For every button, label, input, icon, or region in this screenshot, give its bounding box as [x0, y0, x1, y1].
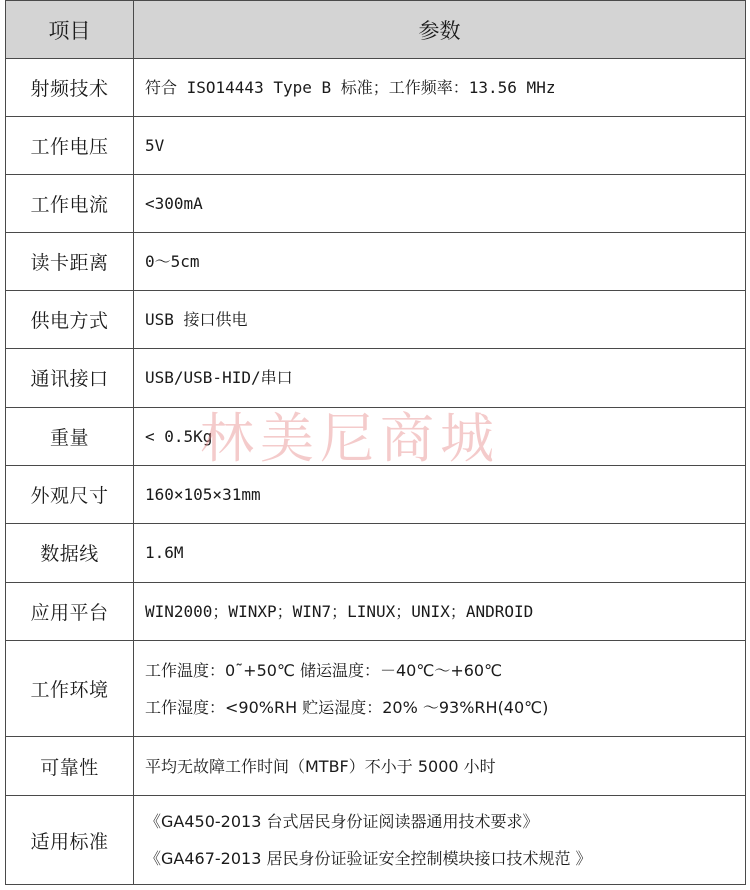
param-line: 1.6M — [145, 543, 184, 563]
param-value — [134, 465, 746, 523]
param-value — [134, 290, 746, 348]
table-row — [6, 348, 746, 407]
param-value — [134, 232, 746, 290]
table-header-row — [6, 1, 746, 59]
param-value — [134, 737, 746, 796]
param-line: 工作湿度：<90%RH 贮运湿度：20% ～93%RH(40℃) — [145, 697, 549, 717]
spec-table — [5, 0, 746, 885]
param-line: 5V — [145, 135, 165, 155]
table-row — [6, 290, 746, 348]
param-value — [134, 523, 746, 582]
table-row — [6, 640, 746, 737]
table-row — [6, 796, 746, 885]
param-value — [134, 59, 746, 117]
param-value — [134, 174, 746, 232]
param-line: < 0.5Kg — [145, 426, 213, 446]
item-label: 可靠性 — [6, 737, 134, 796]
table-row — [6, 59, 746, 117]
param-value — [134, 796, 746, 885]
item-label: 工作电压 — [6, 116, 134, 174]
param-line: 《GA467-2013 居民身份证验证安全控制模块接口技术规范 》 — [145, 849, 592, 869]
item-label: 读卡距离 — [6, 232, 134, 290]
param-line: 符合 ISO14443 Type B 标准；工作频率：13.56 MHz — [145, 77, 556, 97]
param-line: WIN2000；WINXP；WIN7；LINUX；UNIX；ANDROID — [145, 601, 534, 621]
item-label: 供电方式 — [6, 290, 134, 348]
param-line: <300mA — [145, 193, 203, 213]
param-value — [134, 582, 746, 640]
item-label: 工作电流 — [6, 174, 134, 232]
item-label: 射频技术 — [6, 59, 134, 117]
table-row — [6, 737, 746, 796]
table-row — [6, 116, 746, 174]
param-line: USB 接口供电 — [145, 309, 248, 329]
param-line: 160×105×31mm — [145, 484, 261, 504]
param-line: 0～5cm — [145, 251, 200, 271]
item-label: 工作环境 — [6, 640, 134, 737]
param-line: 《GA450-2013 台式居民身份证阅读器通用技术要求》 — [145, 812, 539, 832]
param-value — [134, 116, 746, 174]
item-label: 通讯接口 — [6, 348, 134, 407]
table-row — [6, 407, 746, 465]
header-param: 参数 — [134, 1, 746, 59]
watermark: 林美尼商城 — [200, 407, 500, 470]
header-item: 项目 — [6, 1, 134, 59]
item-label: 外观尺寸 — [6, 465, 134, 523]
param-value — [134, 348, 746, 407]
item-label: 适用标准 — [6, 796, 134, 885]
param-value — [134, 640, 746, 737]
table-row — [6, 582, 746, 640]
table-row — [6, 523, 746, 582]
param-value — [134, 407, 746, 465]
table-row — [6, 465, 746, 523]
param-line: 平均无故障工作时间（MTBF）不小于 5000 小时 — [145, 756, 496, 776]
table-row — [6, 174, 746, 232]
item-label: 应用平台 — [6, 582, 134, 640]
table-row — [6, 232, 746, 290]
item-label: 重量 — [6, 407, 134, 465]
item-label: 数据线 — [6, 523, 134, 582]
param-line: 工作温度：0˜+50℃ 储运温度：－40℃～+60℃ — [145, 660, 503, 680]
param-line: USB/USB-HID/串口 — [145, 368, 293, 388]
